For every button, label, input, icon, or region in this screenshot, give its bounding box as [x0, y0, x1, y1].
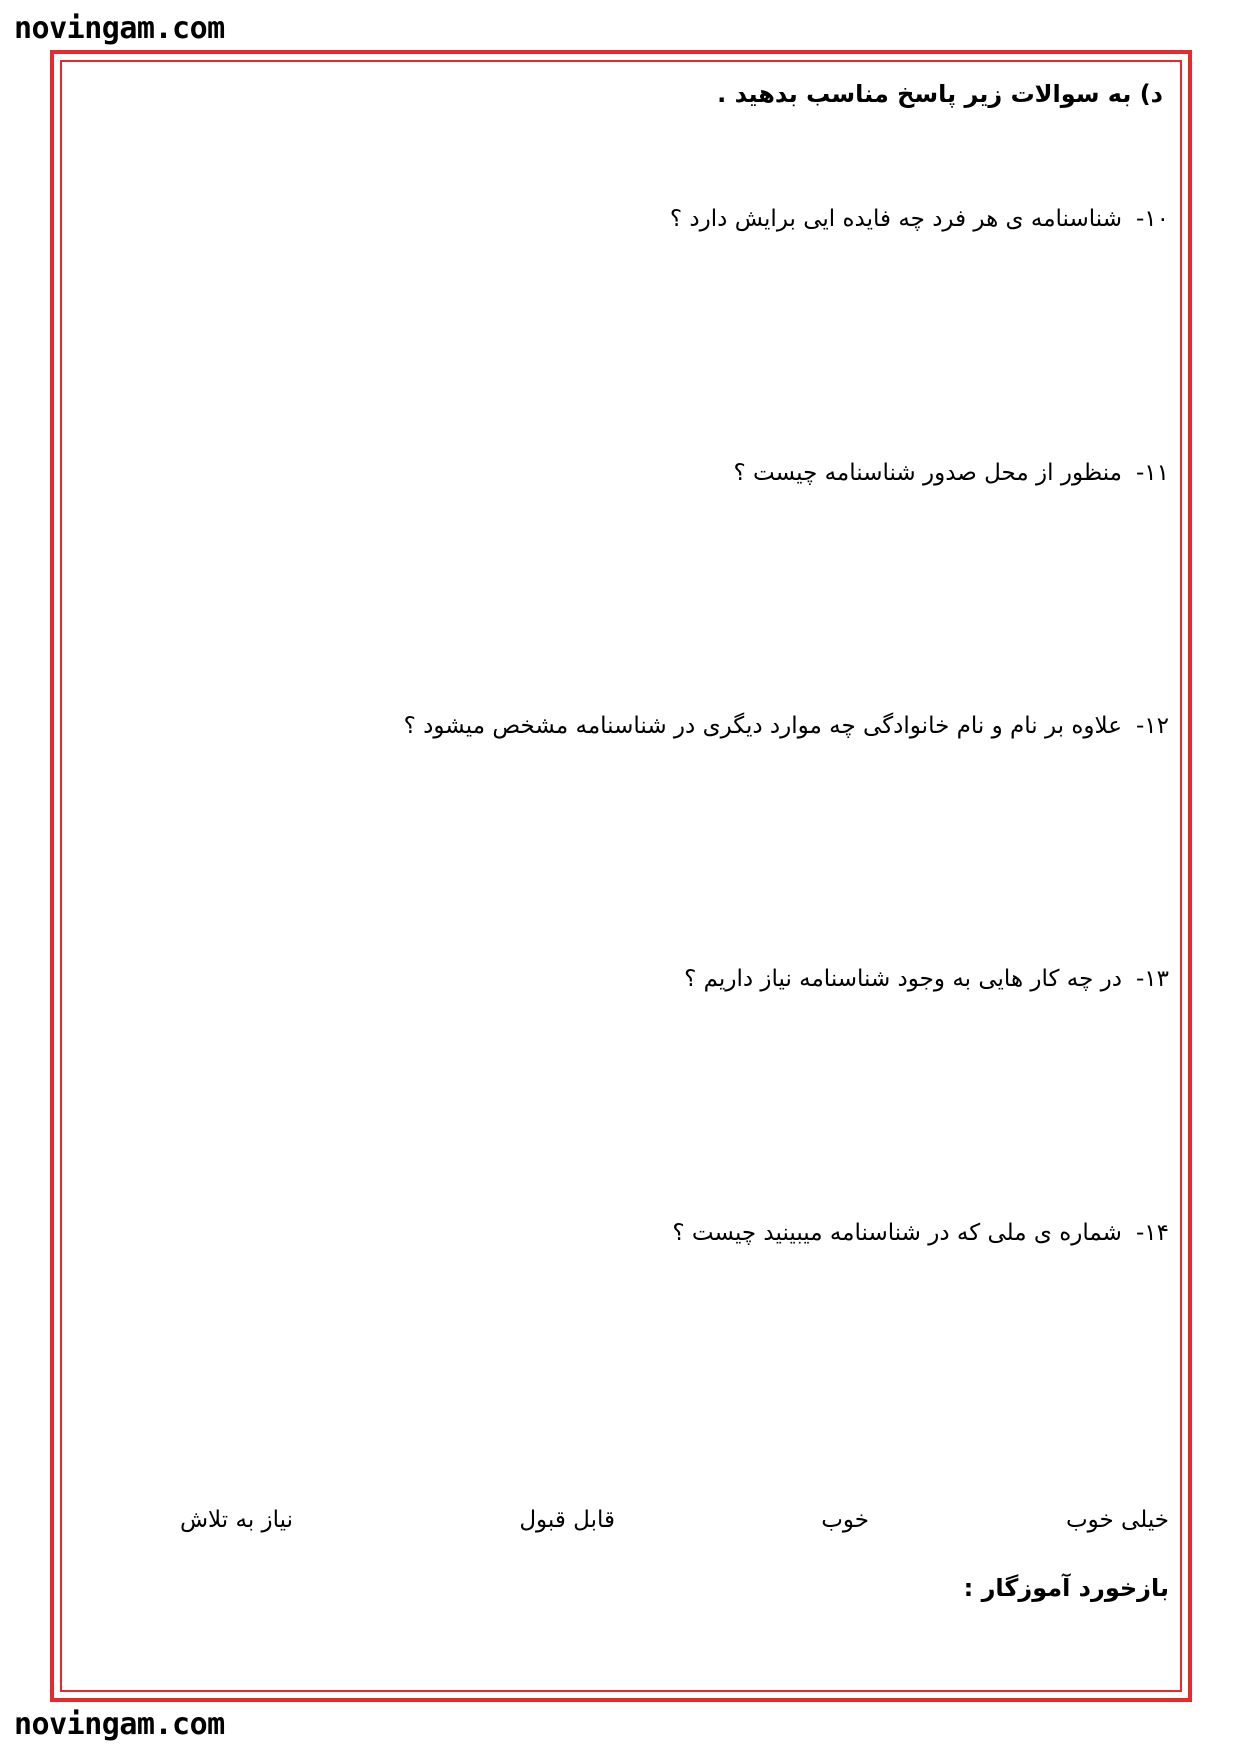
question-number: ۱۱- — [1135, 460, 1169, 486]
question-13 — [684, 966, 1169, 992]
question-11 — [734, 460, 1169, 486]
question-12 — [404, 713, 1169, 739]
section-heading: د) به سوالات زیر پاسخ مناسب بدهید . — [717, 80, 1163, 108]
question-number: ۱۴- — [1135, 1220, 1169, 1246]
rating-acceptable: قابل قبول — [519, 1507, 615, 1533]
rating-good: خوب — [821, 1507, 869, 1533]
question-text: شناسنامه ی هر فرد چه فایده ایی برایش دارد ؟ — [669, 206, 1122, 232]
question-number: ۱۰- — [1135, 206, 1169, 232]
question-10 — [670, 206, 1169, 232]
question-text: شماره ی ملی که در شناسنامه میبینید چیست ؟ — [672, 1220, 1122, 1246]
question-text: در چه کار هایی به وجود شناسنامه نیاز داریم ؟ — [684, 966, 1122, 992]
page-border — [50, 50, 1192, 1702]
question-number: ۱۲- — [1135, 713, 1169, 739]
rating-very-good: خیلی خوب — [1065, 1507, 1169, 1533]
page-border-inner — [60, 60, 1182, 1692]
question-number: ۱۳- — [1135, 966, 1169, 992]
rating-needs-effort: نیاز به تلاش — [179, 1507, 293, 1533]
watermark-top: novingam.com — [14, 11, 225, 46]
question-text: منظور از محل صدور شناسنامه چیست ؟ — [733, 460, 1122, 486]
question-text: علاوه بر نام و نام خانوادگی چه موارد دیگری در شناسنامه مشخص میشود ؟ — [403, 713, 1122, 739]
teacher-feedback-label: بازخورد آموزگار : — [963, 1574, 1169, 1602]
watermark-bottom: novingam.com — [14, 1707, 225, 1742]
question-14 — [672, 1220, 1169, 1246]
